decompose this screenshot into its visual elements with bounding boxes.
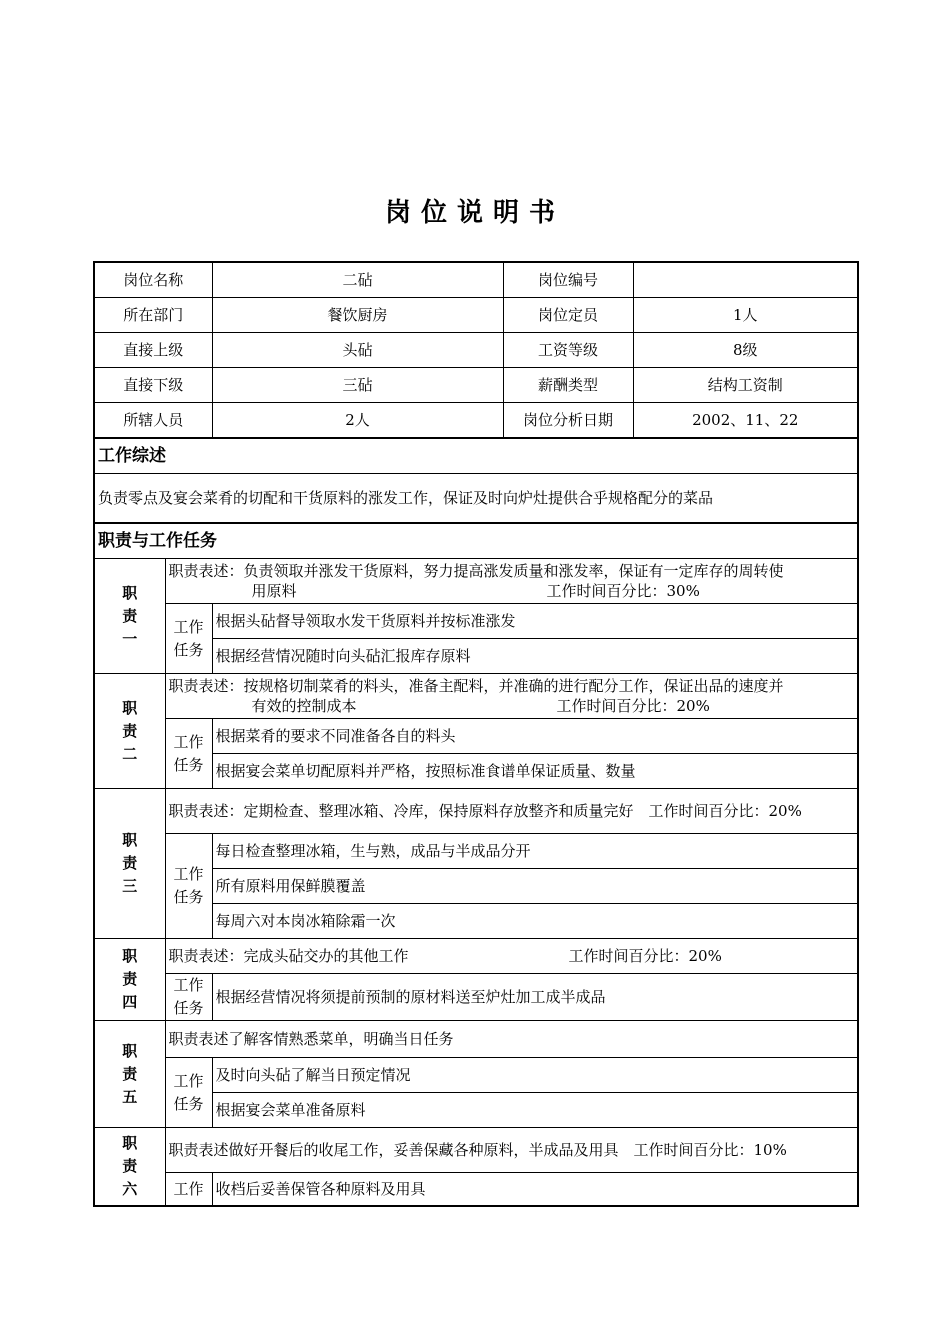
page-title: 岗位说明书: [384, 198, 565, 228]
duties-heading: 职责与工作任务: [94, 523, 858, 559]
info-label: 岗位分析日期: [503, 403, 633, 439]
summary-heading: 工作综述: [94, 438, 858, 474]
info-value: 2002、11、22: [633, 403, 858, 439]
info-label: 岗位编号: [503, 262, 633, 298]
task-item: 根据宴会菜单准备原料: [212, 1093, 858, 1128]
info-value: 餐饮厨房: [212, 298, 503, 333]
task-item: 根据经营情况将须提前预制的原材料送至炉灶加工成半成品: [212, 974, 858, 1021]
info-row: [94, 403, 858, 439]
info-value: 二砧: [212, 262, 503, 298]
info-label: 岗位定员: [503, 298, 633, 333]
duty-label: 职 责 三: [94, 789, 165, 939]
task-label: 工作: [165, 1173, 212, 1207]
job-description-form: [93, 261, 857, 1207]
task-label: 工作 任务: [165, 1058, 212, 1128]
duty-label: 职 责 四: [94, 939, 165, 1021]
task-label: 工作 任务: [165, 719, 212, 789]
info-value: 头砧: [212, 333, 503, 368]
task-item: 每周六对本岗冰箱除霜一次: [212, 904, 858, 939]
time-percentage: 工作时间百分比：20%: [568, 947, 722, 965]
task-item: 根据宴会菜单切配原料并严格，按照标准食谱单保证质量、数量: [212, 754, 858, 789]
task-item: 及时向头砧了解当日预定情况: [212, 1058, 858, 1093]
duty-label: 职 责 六: [94, 1128, 165, 1207]
time-percentage: 工作时间百分比：30%: [546, 582, 700, 600]
duty-statement: 职责表述：定期检查、整理冰箱、冷库，保持原料存放整齐和质量完好 工作时间百分比：20%: [165, 789, 858, 834]
duty-label: 职 责 一: [94, 559, 165, 674]
duty-label: 职 责 二: [94, 674, 165, 789]
duty-statement: 职责表述：按规格切制菜肴的料头，准备主配料，并准确的进行配分工作，保证出品的速度并 有效的控制成本 工作时间百分比：20%: [165, 674, 858, 719]
duty-statement: 职责表述了解客情熟悉菜单，明确当日任务: [165, 1021, 858, 1058]
job-description-table: [93, 261, 859, 1207]
info-label: 所辖人员: [94, 403, 212, 439]
task-label: 工作 任务: [165, 604, 212, 674]
info-row: [94, 333, 858, 368]
duty-statement: 职责表述做好开餐后的收尾工作，妥善保藏各种原料，半成品及用具 工作时间百分比：10%: [165, 1128, 858, 1173]
info-value: 三砧: [212, 368, 503, 403]
info-label: 直接下级: [94, 368, 212, 403]
task-label: 工作 任务: [165, 974, 212, 1021]
info-row: [94, 298, 858, 333]
task-item: 所有原料用保鲜膜覆盖: [212, 869, 858, 904]
info-row: [94, 262, 858, 298]
task-item: 收档后妥善保管各种原料及用具: [212, 1173, 858, 1207]
info-value: 1人: [633, 298, 858, 333]
info-row: [94, 368, 858, 403]
task-label: 工作 任务: [165, 834, 212, 939]
info-label: 薪酬类型: [503, 368, 633, 403]
info-label: 所在部门: [94, 298, 212, 333]
info-value: [633, 262, 858, 298]
info-value: 8级: [633, 333, 858, 368]
summary-text: 负责零点及宴会菜肴的切配和干货原料的涨发工作，保证及时向炉灶提供合乎规格配分的菜品: [94, 474, 858, 524]
task-item: 根据头砧督导领取水发干货原料并按标准涨发: [212, 604, 858, 639]
info-label: 工资等级: [503, 333, 633, 368]
duty-statement: 职责表述：负责领取并涨发干货原料，努力提高涨发质量和涨发率，保证有一定库存的周转使 用原料 工作时间百分比：30%: [165, 559, 858, 604]
info-label: 直接上级: [94, 333, 212, 368]
duty-statement: 职责表述：完成头砧交办的其他工作 工作时间百分比：20%: [165, 939, 858, 974]
task-item: 每日检查整理冰箱，生与熟，成品与半成品分开: [212, 834, 858, 869]
task-item: 根据经营情况随时向头砧汇报库存原料: [212, 639, 858, 674]
info-value: 2人: [212, 403, 503, 439]
task-item: 根据菜肴的要求不同准备各自的料头: [212, 719, 858, 754]
duty-label: 职 责 五: [94, 1021, 165, 1128]
time-percentage: 工作时间百分比：20%: [556, 697, 710, 715]
info-value: 结构工资制: [633, 368, 858, 403]
info-label: 岗位名称: [94, 262, 212, 298]
